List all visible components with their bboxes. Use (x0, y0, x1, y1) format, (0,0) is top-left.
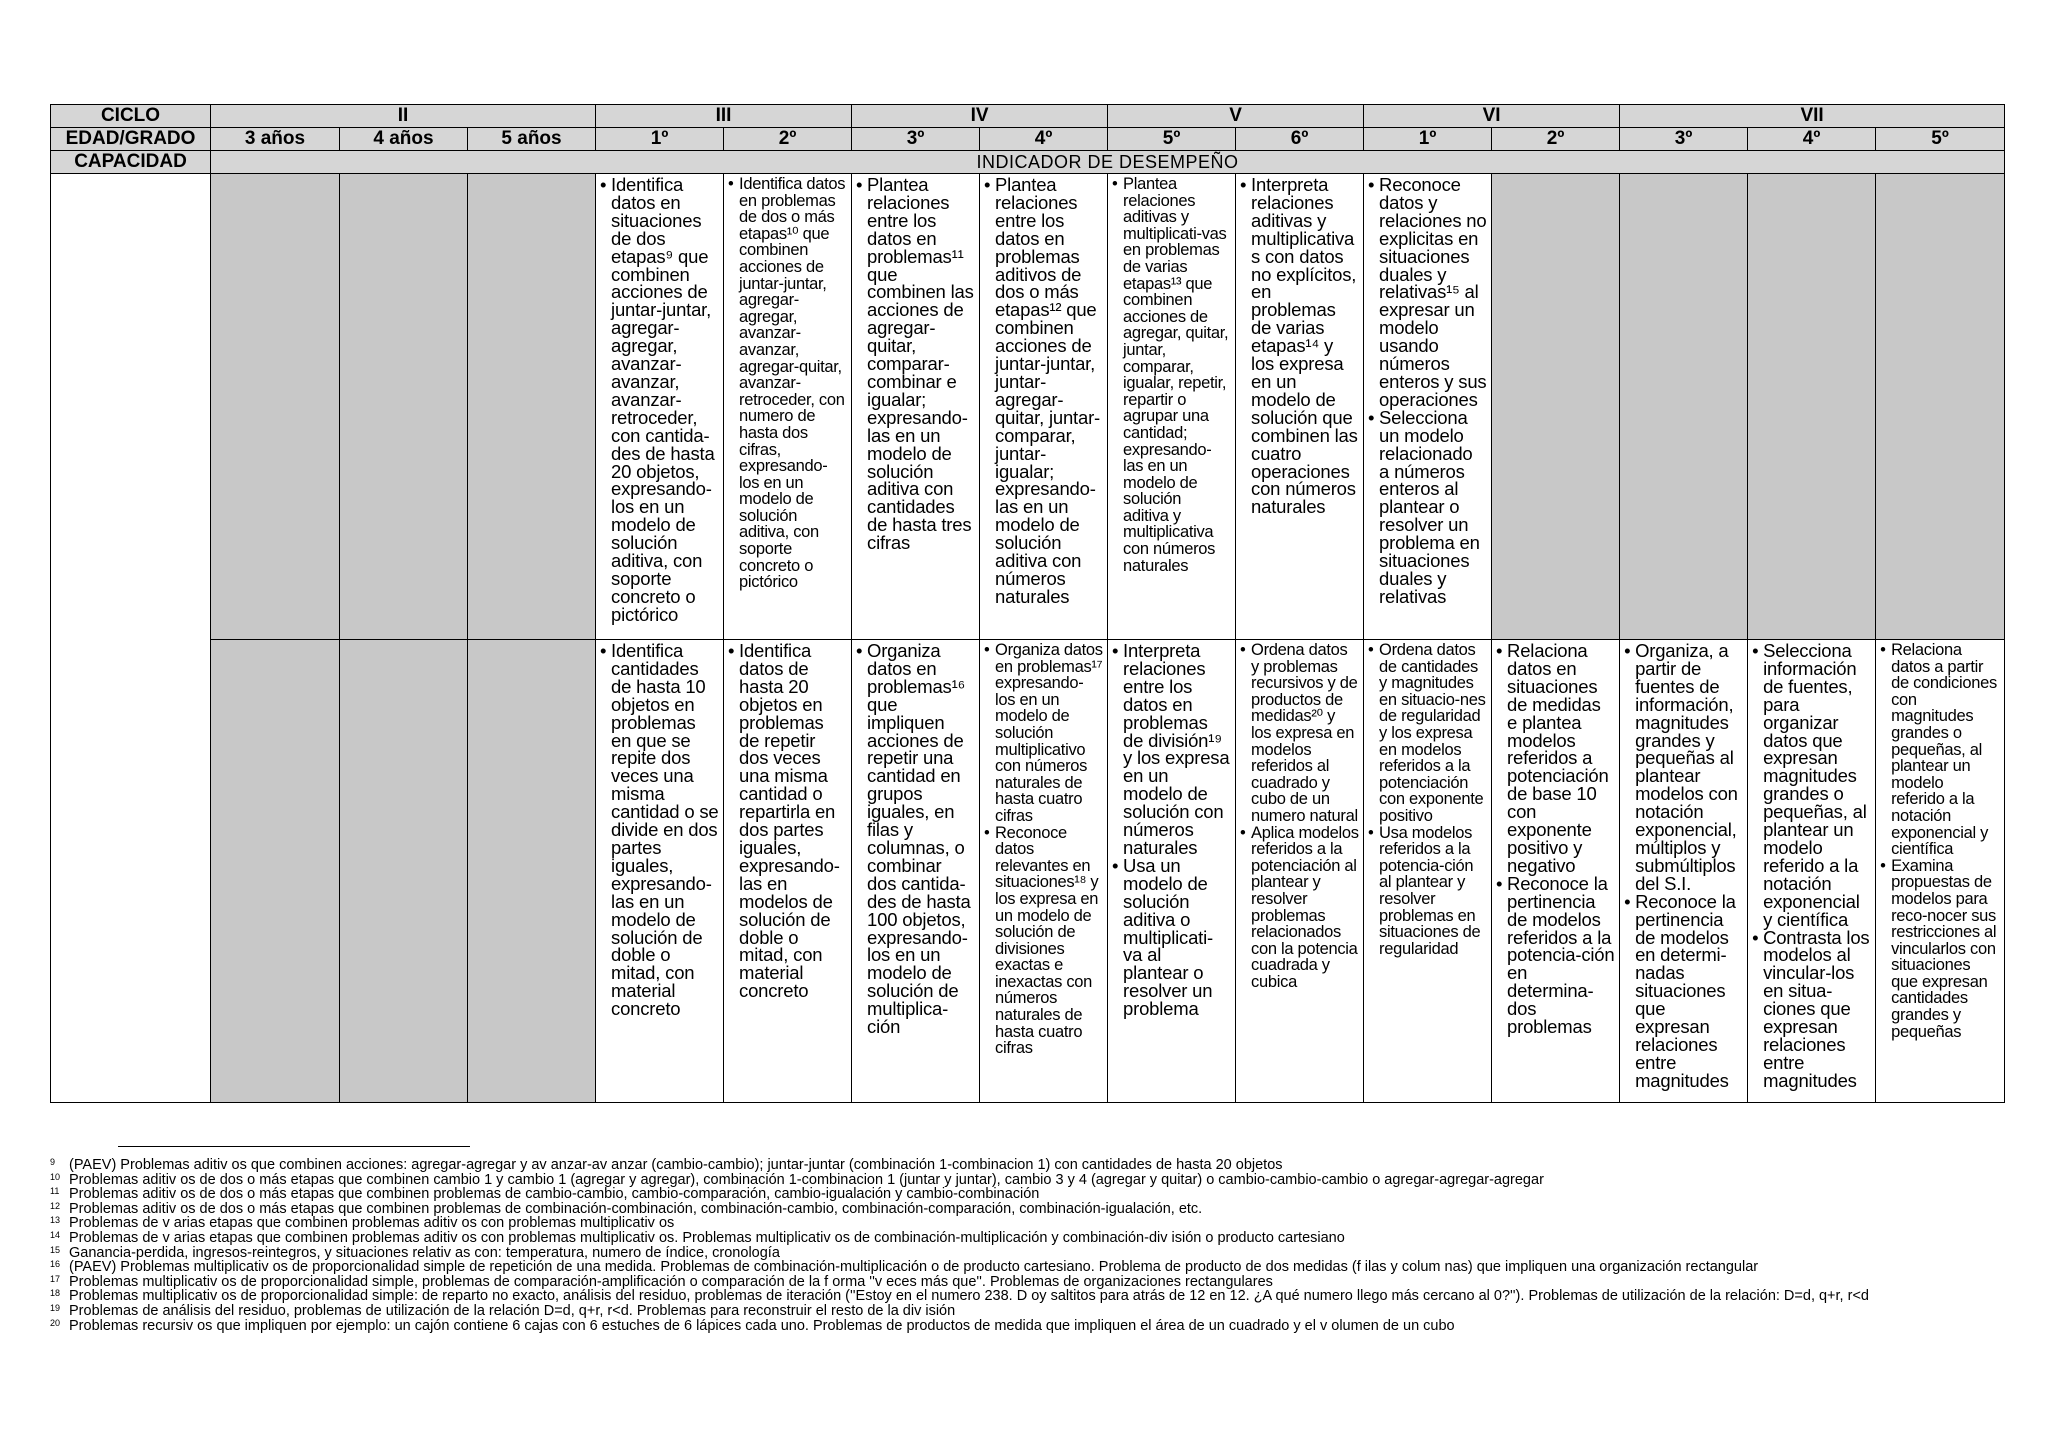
footnote (50, 1260, 1980, 1275)
indicator-item: • Interpreta relaciones entre los datos en problemas de división¹⁹ y los expresa en un modelo de solución con números naturales (1112, 642, 1231, 857)
indicator-item: • Organiza datos en problemas¹⁷ expresando-los en un modelo de solución multiplicativo con números naturales de hasta cuatro cifras (984, 642, 1103, 825)
empty-cell (1748, 174, 1876, 640)
indicator-item: • Ordena datos de cantidades y magnitudes en situacio-nes de regularidad y los expresa en modelos referidos a la potenciación con exponente positivo (1368, 642, 1487, 825)
footnote-text: (PAEV) Problemas aditiv os que combinen acciones: agregar-agregar y av anzar-av anzar (cambio-cambio); juntar-juntar (combinación 1-combinacion 1) con cantidades de hasta 20 objetos (69, 1157, 1283, 1173)
grado-cell: 1º (596, 128, 724, 151)
indicator-cell (724, 640, 852, 1103)
footnote-number: 17 (50, 1273, 61, 1284)
indicador-label: INDICADOR DE DESEMPEÑO (211, 151, 2005, 174)
ciclo-v: V (1108, 105, 1364, 128)
footnote-number: 19 (50, 1302, 61, 1313)
indicator-item: • Organiza datos en problemas¹⁶ que impliquen acciones de repetir una cantidad en grupos iguales, en filas y columnas, o combinar dos cantida-des de hasta 100 objetos, expresando-los en un modelo de solución de multiplica-ción (856, 642, 975, 1036)
footnote (50, 1173, 1980, 1188)
indicator-item: • Identifica datos de hasta 20 objetos en problemas de repetir dos veces una misma cantidad o repartirla en dos partes iguales, expresando-las en modelos de solución de doble o mitad, con material concreto (728, 642, 847, 1000)
indicator-item: • Selecciona un modelo relacionado a números enteros al plantear o resolver un problema en situaciones duales y relativas (1368, 409, 1487, 606)
footnote-text: Problemas de v arias etapas que combinen problemas aditiv os con problemas multiplicativ os (69, 1215, 675, 1232)
grado-cell: 5 años (468, 128, 596, 151)
footnote-number: 18 (50, 1288, 61, 1299)
footnote (50, 1202, 1980, 1217)
footnote-number: 11 (50, 1186, 60, 1197)
footnote-text: Ganancia-perdida, ingresos-reintegros, y situaciones relativ as con: temperatura, numero de índice, cronología (69, 1244, 780, 1261)
capacidad-row (51, 151, 2005, 174)
footnote-number: 14 (50, 1229, 61, 1240)
indicator-cell (1236, 174, 1364, 640)
indicator-row-2 (51, 640, 2005, 1103)
footnote (50, 1216, 1980, 1231)
indicator-cell (1108, 174, 1236, 640)
grado-cell: 3º (1620, 128, 1748, 151)
footnote-text: Problemas recursiv os que impliquen por ejemplo: un cajón contiene 6 cajas con 6 estuches de 6 lápices cada uno. Problemas de productos de medida que impliquen el área de un cuadrado y el v olumen de un cubo (69, 1317, 1455, 1334)
indicator-cell (1236, 640, 1364, 1103)
indicator-item: • Usa un modelo de solución aditiva o multiplicati-va al plantear o resolver un problema (1112, 857, 1231, 1018)
indicator-item: • Identifica datos en problemas de dos o más etapas¹⁰ que combinen acciones de juntar-juntar, agregar-agregar, avanzar-avanzar, agregar-quitar, avanzar-retroceder, con numero de hasta dos cifras, expresando-los en un modelo de solución aditiva, con soporte concreto o pictórico (728, 176, 847, 591)
grado-cell: 5º (1108, 128, 1236, 151)
ciclo-iii: III (596, 105, 852, 128)
indicator-cell (596, 640, 724, 1103)
indicator-item: • Interpreta relaciones aditivas y multiplicativa s con datos no explícitos, en problemas de varias etapas¹⁴ y los expresa en un modelo de solución que combinen las cuatro operaciones con números naturales (1240, 176, 1359, 516)
ciclo-ii: II (211, 105, 596, 128)
grado-cell: 3º (852, 128, 980, 151)
grado-cell: 4º (980, 128, 1108, 151)
indicator-item: • Aplica modelos referidos a la potenciación al plantear y resolver problemas relacionados con la potencia cuadrada y cubica (1240, 825, 1359, 991)
indicator-item: • Identifica cantidades de hasta 10 objetos en problemas en que se repite dos veces una misma cantidad o se divide en dos partes iguales, expresando-las en un modelo de solución de doble o mitad, con material concreto (600, 642, 719, 1018)
indicator-cell (1364, 640, 1492, 1103)
indicator-item: • Reconoce datos y relaciones no explicitas en situaciones duales y relativas¹⁵ al expresar un modelo usando números enteros y sus operaciones (1368, 176, 1487, 409)
footnote-separator (118, 1146, 470, 1147)
empty-cell (468, 174, 596, 640)
footnote (50, 1246, 1980, 1261)
grado-cell: 3 años (211, 128, 340, 151)
footnote-number: 15 (50, 1244, 61, 1255)
footnote-number: 20 (50, 1317, 61, 1328)
indicator-item: • Relaciona datos a partir de condiciones con magnitudes grandes o pequeñas, al plantear un modelo referido a la notación exponencial y científica (1880, 642, 2000, 858)
competency-table (50, 104, 2005, 1103)
grado-cell: 1º (1364, 128, 1492, 151)
indicator-item: • Usa modelos referidos a la potencia-ción al plantear y resolver problemas en situaciones de regularidad (1368, 825, 1487, 958)
footnote (50, 1304, 1980, 1319)
empty-cell (211, 640, 340, 1103)
footnote-text: Problemas aditiv os de dos o más etapas que combinen cambio 1 y cambio 1 (agregar y agregar), combinación 1-combinacion 1 (juntar y juntar), cambio 3 y 4 (agregar y quitar) o cambio-cambio-cambio o agregar-agregar-agregar (69, 1171, 1544, 1188)
indicator-cell (1364, 174, 1492, 640)
indicator-item: • Relaciona datos en situaciones de medidas e plantea modelos referidos a potenciación de base 10 con exponente positivo y negativo (1496, 642, 1615, 875)
indicator-item: • Plantea relaciones entre los datos en problemas¹¹ que combinen las acciones de agregar-quitar, comparar-combinar e igualar; expresando-las en un modelo de solución aditiva con cantidades de hasta tres cifras (856, 176, 975, 552)
ciclo-row (51, 105, 2005, 128)
edad-grado-label: EDAD/GRADO (51, 128, 211, 151)
indicator-item: • Ordena datos y problemas recursivos y de productos de medidas²⁰ y los expresa en modelos referidos al cuadrado y cubo de un numero natural (1240, 642, 1359, 825)
empty-cell (340, 640, 468, 1103)
indicator-cell (852, 174, 980, 640)
indicator-item: • Plantea relaciones aditivas y multiplicati-vas en problemas de varias etapas¹³ que combinen acciones de agregar, quitar, juntar, comparar, igualar, repetir, repartir o agrupar una cantidad; expresando-las en un modelo de solución aditiva y multiplicativa con números naturales (1112, 176, 1231, 574)
footnote-number: 9 (50, 1157, 56, 1167)
indicator-cell (980, 174, 1108, 640)
indicator-cell (1620, 640, 1748, 1103)
indicator-item: • Organiza, a partir de fuentes de información, magnitudes grandes y pequeñas al plantear modelos con notación exponencial, múltiplos y submúltiplos del S.I. (1624, 642, 1743, 893)
footnote (50, 1319, 1980, 1334)
indicator-cell (852, 640, 980, 1103)
footnote (50, 1275, 1980, 1290)
grado-cell: 4 años (340, 128, 468, 151)
empty-cell (468, 640, 596, 1103)
indicator-item: • Identifica datos en situaciones de dos etapas⁹ que combinen acciones de juntar-juntar, agregar-agregar, avanzar-avanzar, avanzar-retroceder, con cantida-des de hasta 20 objetos, expresando-los en un modelo de solución aditiva, con soporte concreto o pictórico (600, 176, 719, 624)
indicator-item: • Reconoce datos relevantes en situaciones¹⁸ y los expresa en un modelo de solución de divisiones exactas e inexactas con números naturales de hasta cuatro cifras (984, 825, 1103, 1057)
indicator-item: • Examina propuestas de modelos para reco-nocer sus restricciones al vincularlos con situaciones que expresan cantidades grandes y pequeñas (1880, 858, 2000, 1041)
capacidad-cell (51, 174, 211, 1103)
indicator-cell (724, 174, 852, 640)
footnote-text: Problemas de v arias etapas que combinen problemas aditiv os con problemas multiplicativ os. Problemas multiplicativ os de combinación-multiplicación y combinación-div isión o producto cartesiano (69, 1229, 1345, 1246)
grado-cell: 2º (1492, 128, 1620, 151)
indicator-row-1 (51, 174, 2005, 640)
grado-cell: 5º (1876, 128, 2005, 151)
indicator-cell (1876, 640, 2005, 1103)
footnote-text: Problemas multiplicativ os de proporcionalidad simple, problemas de comparación-amplificación o comparación de la f orma ''v eces más que''. Problemas de organizaciones rectangulares (69, 1273, 1273, 1290)
indicator-cell (980, 640, 1108, 1103)
ciclo-label: CICLO (51, 105, 211, 128)
footnote-text: Problemas aditiv os de dos o más etapas que combinen problemas de cambio-cambio, cambio-comparación, cambio-igualación y cambio-combinación (69, 1186, 1040, 1203)
footnote-number: 16 (50, 1259, 61, 1270)
ciclo-vi: VI (1364, 105, 1620, 128)
indicator-cell (1492, 640, 1620, 1103)
competency-table-page (50, 104, 2000, 1103)
edad-grado-row (51, 128, 2005, 151)
footnote-text: (PAEV) Problemas multiplicativ os de proporcionalidad simple de repetición de una medida. Problemas de combinación-multiplicación o de producto cartesiano. Problema de producto de dos medidas (f ilas y colum nas) que impliquen una organización rectangular (69, 1259, 1759, 1276)
indicator-item: • Reconoce la pertinencia de modelos referidos a la potencia-ción en determina-dos problemas (1496, 875, 1615, 1036)
ciclo-iv: IV (852, 105, 1108, 128)
footnote (50, 1158, 1980, 1173)
indicator-item: • Contrasta los modelos al vincular-los en situa-ciones que expresan relaciones entre magnitudes (1752, 929, 1871, 1090)
footnote-text: Problemas de análisis del residuo, problemas de utilización de la relación D=d, q+r, r<d. Problemas para reconstruir el resto de la div isión (69, 1302, 956, 1319)
indicator-cell (1748, 640, 1876, 1103)
indicator-item: • Plantea relaciones entre los datos en problemas aditivos de dos o más etapas¹² que combinen acciones de juntar-juntar, juntar-agregar-quitar, juntar-comparar, juntar-igualar; expresando-las en un modelo de solución aditiva con números naturales (984, 176, 1103, 606)
footnotes (50, 1158, 1980, 1333)
grado-cell: 2º (724, 128, 852, 151)
footnote (50, 1289, 1980, 1304)
footnote (50, 1231, 1980, 1246)
empty-cell (340, 174, 468, 640)
capacidad-label: CAPACIDAD (51, 151, 211, 174)
footnote-number: 10 (50, 1171, 61, 1182)
ciclo-vii: VII (1620, 105, 2005, 128)
empty-cell (1492, 174, 1620, 640)
empty-cell (211, 174, 340, 640)
grado-cell: 4º (1748, 128, 1876, 151)
indicator-item: • Selecciona información de fuentes, para organizar datos que expresan magnitudes grandes o pequeñas, al plantear un modelo referido a la notación exponencial y científica (1752, 642, 1871, 929)
footnote-number: 13 (50, 1215, 61, 1226)
grado-cell: 6º (1236, 128, 1364, 151)
footnote-number: 12 (50, 1200, 61, 1211)
empty-cell (1876, 174, 2005, 640)
footnote-text: Problemas multiplicativ os de proporcionalidad simple: de reparto no exacto, análisis del residuo, problemas de iteración (''Estoy en el numero 238. D oy saltitos para atrás de 12 en 12. ¿A qué numero llego más cercano al 0?''). Problemas de utilización de la relación: D=d, q+r, r<d (69, 1288, 1869, 1305)
indicator-cell (596, 174, 724, 640)
indicator-cell (1108, 640, 1236, 1103)
footnote-text: Problemas aditiv os de dos o más etapas que combinen problemas de combinación-combinación, combinación-cambio, combinación-comparación, combinación-igualación, etc. (69, 1200, 1203, 1217)
indicator-item: • Reconoce la pertinencia de modelos en determi-nadas situaciones que expresan relaciones entre magnitudes (1624, 893, 1743, 1090)
footnote (50, 1187, 1980, 1202)
empty-cell (1620, 174, 1748, 640)
